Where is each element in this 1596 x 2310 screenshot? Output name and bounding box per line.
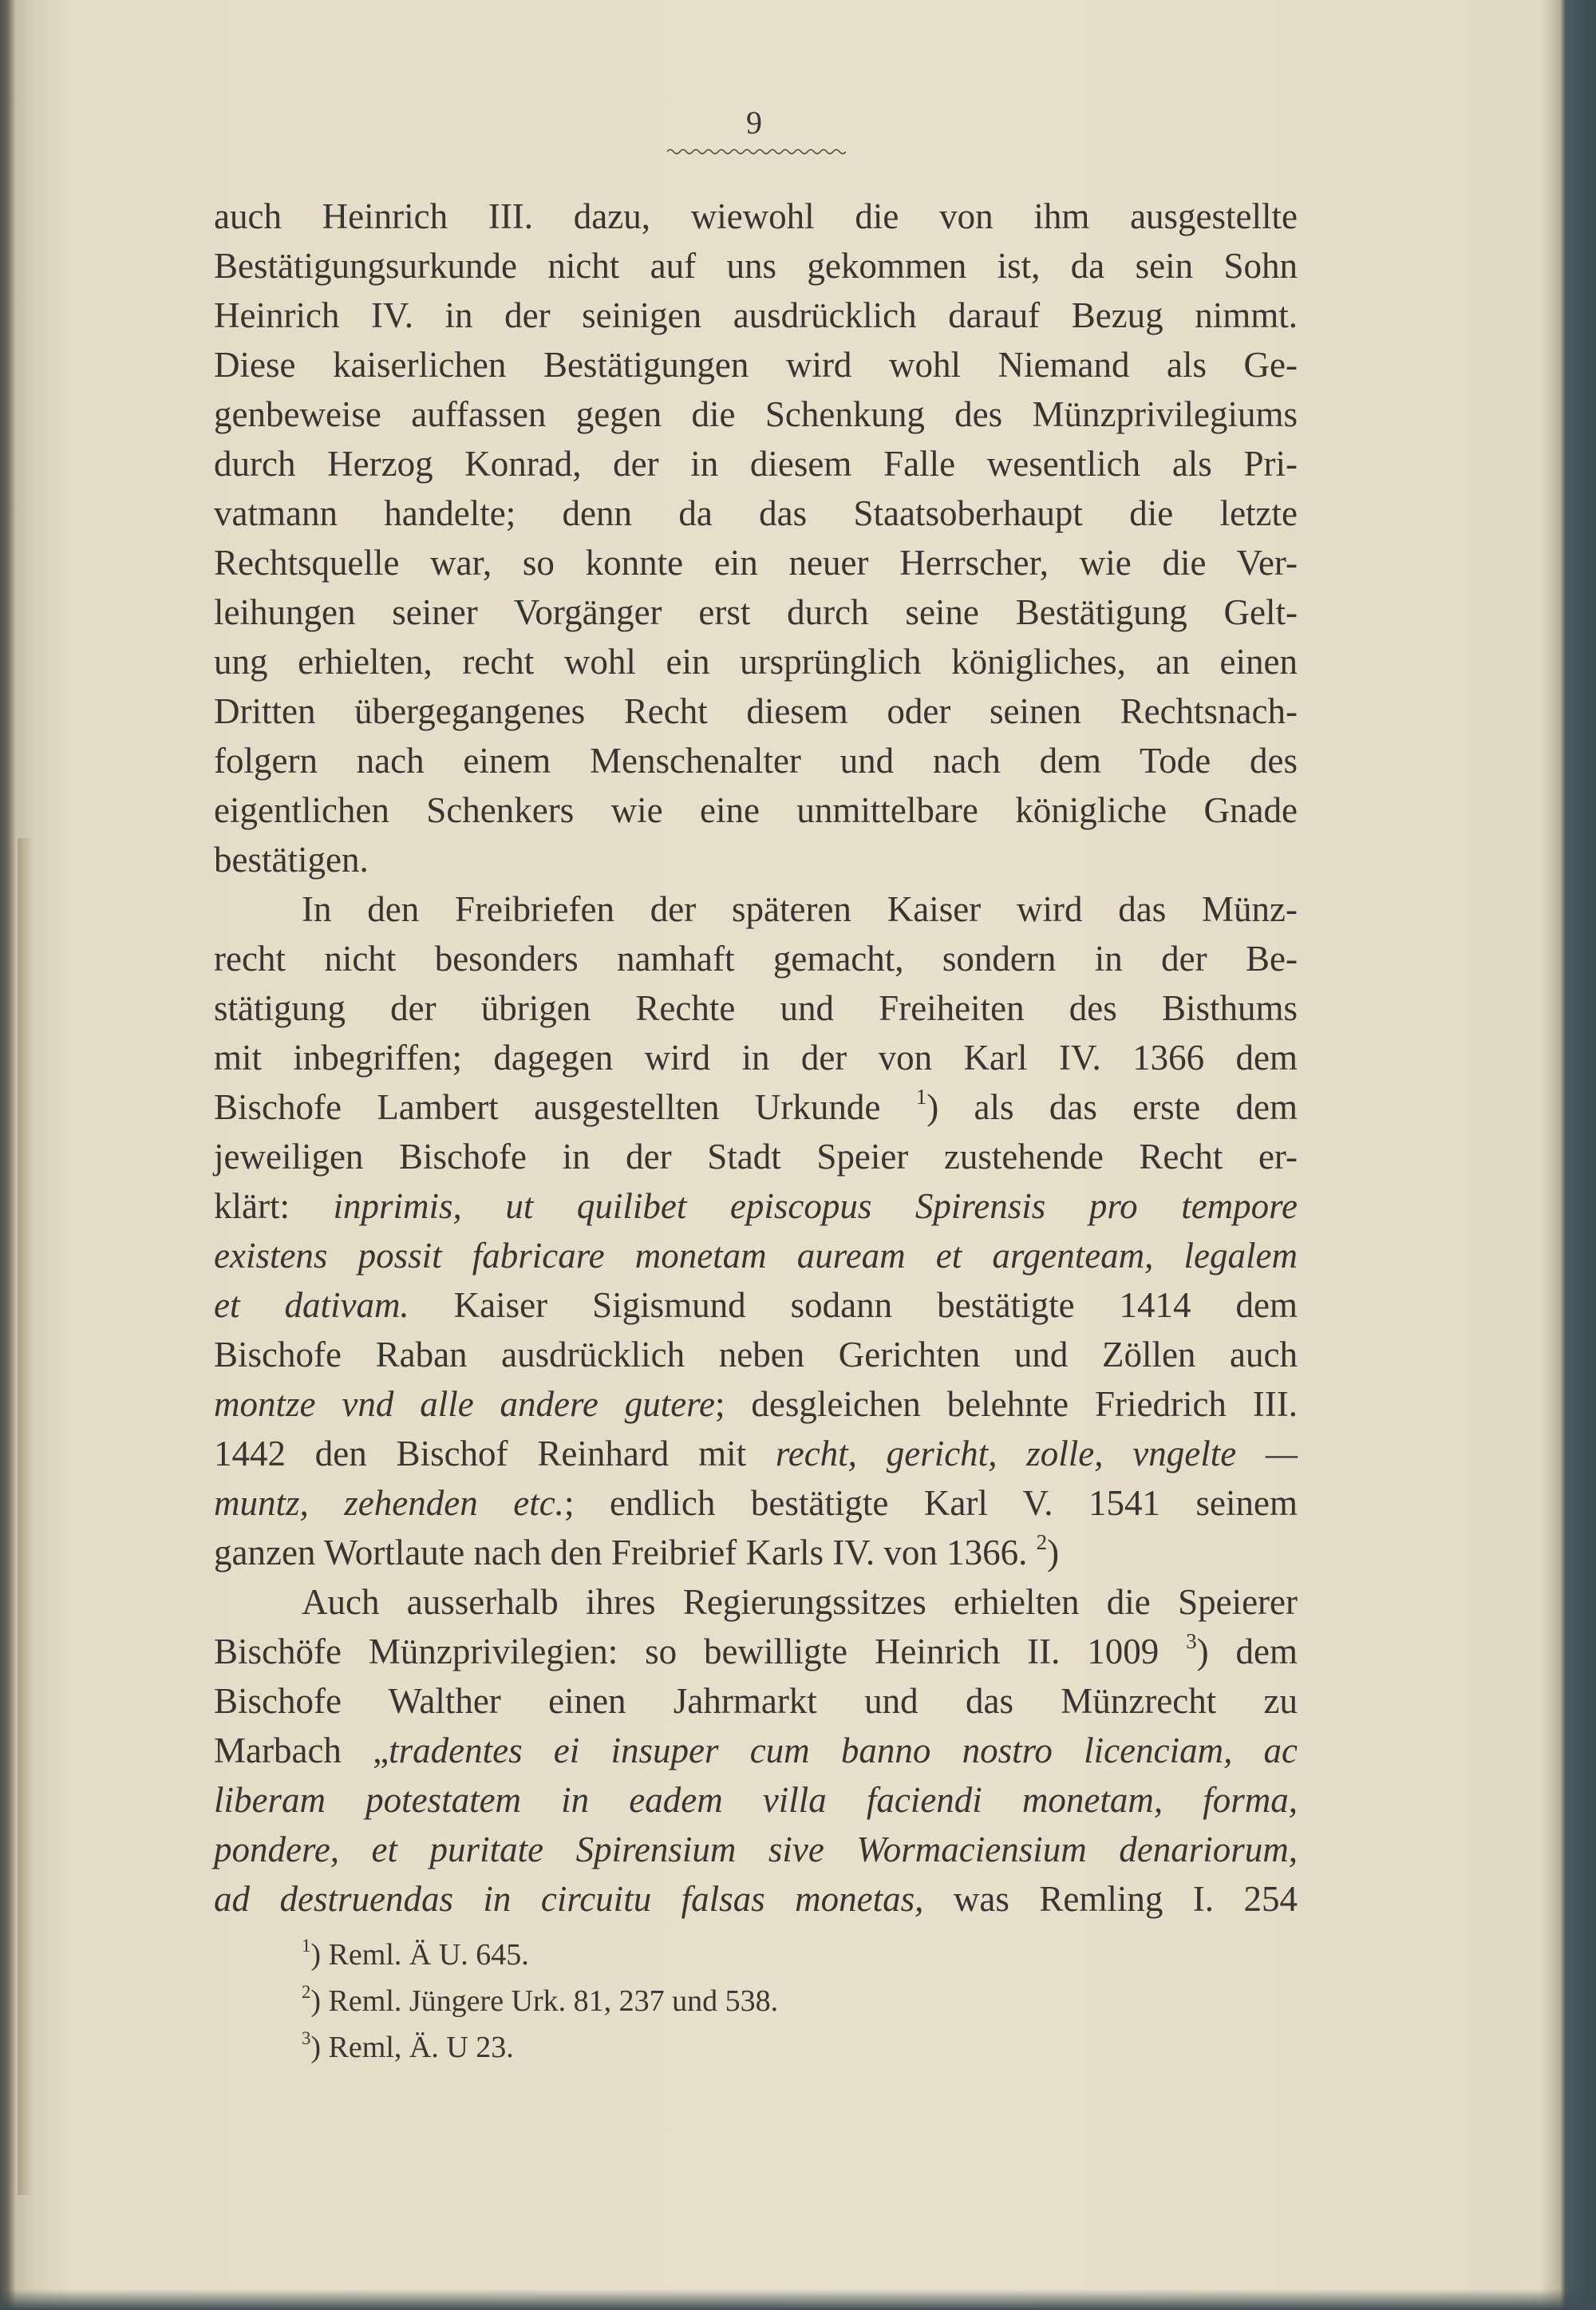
text-line: ganzen Wortlaute nach den Freibrief Karls IV. von 1366. $^2$) [214,1530,1060,1572]
latin-quote: inprimis, ut quilibet episcopus Spirensis pro tempore [333,1186,1298,1226]
latin-quote: pondere, et puritate Spirensium sive Wormaciensium denariorum, [214,1829,1298,1869]
text-line [214,1825,1298,1874]
text-line: Bestätigungsurkunde nicht auf uns gekommen ist, da sein Sohn [214,246,1298,286]
text-line: jeweiligen Bischofe in der Stadt Speier zustehende Recht er- [214,1137,1298,1177]
text-line: muntz, zehenden etc.; endlich bestätigte Karl V. 1541 seinem [214,1483,1298,1523]
text-line: durch Herzog Konrad, der in diesem Falle wesentlich als Pri- [214,444,1298,484]
wavy-rule [667,147,846,156]
text-line: bestätigen. [214,840,369,880]
text-line: Heinrich IV. in der seinigen ausdrücklich darauf Bezug nimmt. [214,295,1298,335]
text-line: Diese kaiserlichen Bestätigungen wird wohl Niemand als Ge- [214,345,1298,385]
text-line: stätigung der übrigen Rechte und Freiheiten des Bisthums [214,988,1298,1028]
text-line: 1442 den Bischof Reinhard mit recht, gericht, zolle, vngelte — [214,1434,1298,1473]
german-quote: montze vnd alle andere gutere [214,1384,716,1424]
text-line: leihungen seiner Vorgänger erst durch seine Bestätigung Gelt- [214,592,1298,632]
latin-quote: liberam potestatem in eadem villa faciendi monetam, forma, [214,1780,1298,1820]
footnote: $^2$) Reml. Jüngere Urk. 81, 237 und 538. [302,1982,779,2018]
text-line: Bischofe Lambert ausgestellten Urkunde $^1$) als das erste dem [214,1085,1298,1127]
text-line: et dativam. Kaiser Sigismund sodann bestätigte 1414 dem [214,1285,1298,1325]
text-line [214,1775,1298,1825]
latin-quote: ad destruendas in circuitu falsas monetas, [214,1879,924,1919]
latin-quote: et dativam. [214,1285,409,1325]
text-line: ung erhielten, recht wohl ein ursprünglich königliches, an einen [214,642,1298,682]
text-line: montze vnd alle andere gutere; desgleichen belehnte Friedrich III. [214,1384,1298,1424]
footnote-ref: 2 [1036,1530,1048,1555]
german-quote: recht, gericht, zolle, vngelte — [775,1434,1298,1473]
text-line: recht nicht besonders namhaft gemacht, sondern in der Be- [214,939,1298,979]
text-line: Marbach „tradentes ei insuper cum banno nostro licenciam, ac [214,1731,1298,1770]
footnote-ref: 3 [1186,1629,1197,1654]
page-number: 9 [746,105,762,140]
body-text [214,192,1298,1924]
text-line: folgern nach einem Menschenalter und nach dem Tode des [214,741,1298,781]
text-line: Bischöfe Münzprivilegien: so bewilligte Heinrich II. 1009 $^3$) dem [214,1629,1298,1671]
text-line: Bischofe Walther einen Jahrmarkt und das Münzrecht zu [214,1681,1298,1721]
latin-quote: tradentes ei insuper cum banno nostro licenciam, ac [389,1731,1298,1770]
text-line: Bischofe Raban ausdrücklich neben Gerichten und Zöllen auch [214,1335,1298,1375]
footnote-mark: 1 [302,1936,311,1956]
text-line: Auch ausserhalb ihres Regierungssitzes erhielten die Speierer [302,1582,1298,1622]
text-line: In den Freibriefen der späteren Kaiser wird das Münz- [302,889,1298,929]
text-line: vatmann handelte; denn da das Staatsoberhaupt die letzte [214,493,1298,533]
text-line: auch Heinrich III. dazu, wiewohl die von ihm ausgestellte [214,196,1298,236]
text-line: mit inbegriffen; dagegen wird in der von Karl IV. 1366 dem [214,1038,1298,1078]
german-quote: muntz, zehenden etc. [214,1483,564,1523]
footnote: $^3$) Reml, Ä. U 23. [302,2028,514,2064]
text-line [214,1231,1298,1280]
text-line: ad destruendas in circuitu falsas monetas, was Remling I. 254 [214,1879,1298,1919]
latin-quote: existens possit fabricare monetam auream et argenteam, legalem [214,1236,1298,1276]
text-line: eigentlichen Schenkers wie eine unmittelbare königliche Gnade [214,790,1298,830]
text-line: genbeweise auffassen gegen die Schenkung des Münzprivilegiums [214,394,1298,434]
text-line: klärt: inprimis, ut quilibet episcopus Spirensis pro tempore [214,1186,1298,1226]
footnotes [302,1932,1179,2071]
footnote-ref: 1 [915,1085,927,1110]
text-line: Rechtsquelle war, so konnte ein neuer Herrscher, wie die Ver- [214,543,1298,583]
footnote-mark: 3 [302,2028,311,2049]
footnote: $^1$) Reml. Ä U. 645. [302,1936,529,1972]
spine-shadow [18,838,32,2195]
text-line: Dritten übergegangenes Recht diesem oder seinen Rechtsnach- [214,691,1298,731]
footnote-mark: 2 [302,1982,311,2003]
page-edge [0,2289,1596,2310]
